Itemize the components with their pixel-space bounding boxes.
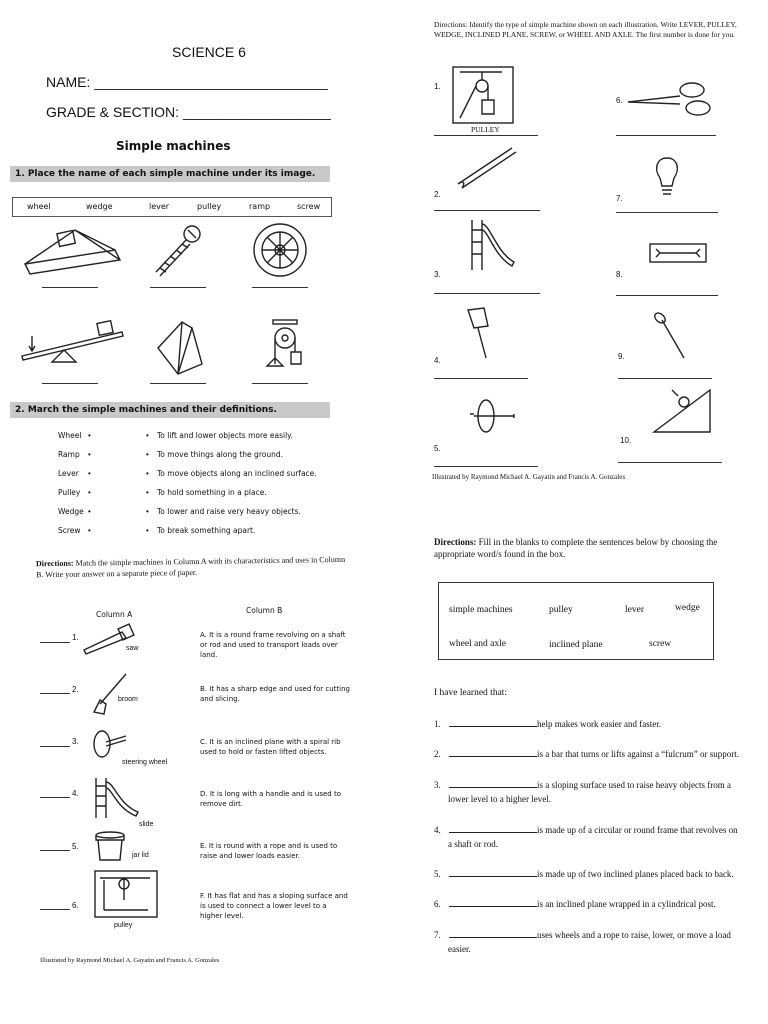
column-b-item: A. It is a round frame revolving on a shaft or rod and used to transport loads over land. xyxy=(200,631,346,659)
match-right-item: To lift and lower objects more easily. xyxy=(157,431,293,440)
sentence-text: is an inclined plane wrapped in a cylindrical post. xyxy=(537,899,716,909)
pulley-bucket-icon xyxy=(452,66,514,124)
inclined-plane-icon xyxy=(650,386,714,436)
item-label: saw xyxy=(126,645,139,652)
item-number: 7. xyxy=(434,930,441,940)
item-number: 6. xyxy=(72,901,79,910)
match-right-column xyxy=(157,426,357,540)
directions-text: Fill in the blanks to complete the sentences below by choosing the appropriate word/s found in the box. xyxy=(434,537,718,559)
axe-icon xyxy=(462,306,502,360)
sample-answer: PULLEY xyxy=(471,125,500,134)
sentence-text-continued: a shaft or rod. xyxy=(448,839,498,849)
worksheet-header xyxy=(0,0,400,140)
sentence-text: is made up of a circular or round frame that revolves on xyxy=(537,825,738,835)
match-dots-left: • • • • • • xyxy=(88,431,91,535)
word-bank-item: screw xyxy=(297,202,321,211)
item-label: slide xyxy=(139,821,154,828)
word-bank-item: wedge xyxy=(86,202,113,211)
fill-blank[interactable] xyxy=(449,726,537,727)
word-box xyxy=(438,582,714,660)
item-number: 6. xyxy=(434,899,441,909)
item-label: steering wheel xyxy=(122,759,168,766)
wheel-icon xyxy=(250,220,310,280)
item-number: 3. xyxy=(434,780,441,790)
word-box-item: wedge xyxy=(675,603,700,613)
section-title: Simple machines xyxy=(116,139,231,153)
match-left-item: Wedge xyxy=(58,507,84,516)
subject-title: SCIENCE 6 xyxy=(172,44,246,60)
scissors-icon xyxy=(626,80,716,120)
item-number: 4. xyxy=(434,825,441,835)
column-a-header: Column A xyxy=(96,610,133,619)
item-number: 2. xyxy=(72,685,79,694)
lever-icon xyxy=(18,316,128,366)
match-right-item: To lower and raise very heavy objects. xyxy=(157,507,301,516)
column-b-header: Column B xyxy=(246,606,283,615)
fill-item xyxy=(434,823,764,851)
fill-blank[interactable] xyxy=(449,832,537,833)
fill-item xyxy=(434,868,764,880)
item-number: 2. xyxy=(434,749,441,759)
match-right-item: To hold something in a place. xyxy=(157,488,267,497)
item-number: 1. xyxy=(72,633,79,642)
fill-item xyxy=(434,928,764,956)
sentence-text-continued: lower level to a higher level. xyxy=(448,794,551,804)
answer-line xyxy=(42,287,98,288)
item-label: pulley xyxy=(114,922,133,929)
match-right-item: To move objects along an inclined surface. xyxy=(157,469,317,478)
item-number: 1. xyxy=(434,719,441,729)
word-bank-item: pulley xyxy=(197,202,222,211)
wedge-icon xyxy=(152,318,212,378)
directions-label: Directions: xyxy=(434,537,477,547)
item-number: 5. xyxy=(434,869,441,879)
word-box-item: screw xyxy=(649,639,672,649)
part2-heading: 2. March the simple machines and their definitions. xyxy=(10,402,330,418)
fill-blank[interactable] xyxy=(449,787,537,788)
directions-text: Match the simple machines in Column A with its characteristics and uses in Column B. Write your answer on a separate piece of paper. xyxy=(36,554,346,580)
word-box-item: simple machines xyxy=(449,605,513,615)
item-number: 1. xyxy=(434,82,441,91)
match-left-column xyxy=(58,426,98,540)
jar-lid-icon xyxy=(93,830,127,864)
grade-section-line: GRADE & SECTION: ___________________ xyxy=(46,104,331,120)
answer-line xyxy=(42,383,98,384)
item-number: 7. xyxy=(616,194,623,203)
fill-blank[interactable] xyxy=(449,756,537,757)
match-dots-right: • • • • • • xyxy=(146,431,149,535)
sentence-text-continued: easier. xyxy=(448,944,471,954)
item-number: 10. xyxy=(620,436,632,445)
slide-icon xyxy=(92,774,142,820)
word-bank-box xyxy=(12,197,332,217)
fill-blank[interactable] xyxy=(449,906,537,907)
word-box-item: inclined plane xyxy=(549,640,603,650)
match-left-item: Wheel xyxy=(58,431,82,440)
fill-item xyxy=(434,778,764,806)
column-b-item: B. It has a sharp edge and used for cutting and slicing. xyxy=(200,685,350,703)
sentence-text: uses wheels and a rope to raise, lower, or move a load xyxy=(537,930,731,940)
fill-item xyxy=(434,718,764,730)
ramp-icon xyxy=(20,222,130,282)
razor-blade-icon xyxy=(648,240,708,268)
fill-blank[interactable] xyxy=(449,876,537,877)
directions-label: Directions: xyxy=(35,558,74,569)
column-b-item: C. It is an inclined plane with a spiral rib used to hold or fasten lifted objects. xyxy=(200,738,341,756)
word-box-item: wheel and axle xyxy=(449,639,506,649)
slide-icon xyxy=(468,216,518,272)
item-number: 6. xyxy=(616,96,623,105)
word-bank-item: lever xyxy=(149,202,170,211)
answer-line xyxy=(252,287,308,288)
match-left-item: Pulley xyxy=(58,488,81,497)
broom-icon xyxy=(90,672,130,718)
learned-intro: I have learned that: xyxy=(434,688,508,698)
sentence-text: is made up of two inclined planes placed back to back. xyxy=(537,869,734,879)
illustration-credit: Illustrated by Raymond Michael A. Gayatin and Francis A. Gonzales xyxy=(432,473,626,481)
nail-icon xyxy=(652,310,688,362)
fill-item xyxy=(434,748,764,760)
item-number: 8. xyxy=(616,270,623,279)
sentence-text: is a bar that turns or lifts against a “fulcrum” or support. xyxy=(537,749,739,759)
item-number: 3. xyxy=(434,270,441,279)
pulley-well-icon xyxy=(94,870,158,918)
item-label: jar lid xyxy=(132,852,149,859)
match-right-item: To break something apart. xyxy=(157,526,256,535)
fill-blank[interactable] xyxy=(449,937,537,938)
fill-item xyxy=(434,898,764,910)
word-box-item: pulley xyxy=(549,605,573,615)
item-number: 5. xyxy=(72,842,79,851)
item-label: broom xyxy=(118,696,138,703)
column-b-item: E. It is round with a rope and is used to raise and lower loads easier. xyxy=(200,842,338,860)
part1-heading: 1. Place the name of each simple machine under its image. xyxy=(10,166,330,182)
answer-line xyxy=(150,383,206,384)
answer-line xyxy=(252,383,308,384)
answer-line xyxy=(150,287,206,288)
wheel-axle-icon xyxy=(468,396,518,436)
column-b-item: D. It is long with a handle and is used to remove dirt. xyxy=(200,790,341,808)
steering-wheel-icon xyxy=(90,728,130,762)
screw-icon xyxy=(148,222,208,282)
item-number: 3. xyxy=(72,737,79,746)
identify-directions: Directions: Identify the type of simple machine shown on each illustration. Write LEVER, PULLEY, WEDGE, INCLINED PLANE, SCREW, or WHEEL AND AXLE. The first number is done for you. xyxy=(434,20,737,39)
word-bank-item: ramp xyxy=(249,202,271,211)
match-left-item: Ramp xyxy=(58,450,80,459)
tongs-icon xyxy=(454,144,518,188)
match-right-item: To move things along the ground. xyxy=(157,450,283,459)
fill-directions xyxy=(434,536,754,560)
match-left-item: Lever xyxy=(58,469,79,478)
sentence-text: help makes work easier and faster. xyxy=(537,719,661,729)
item-number: 4. xyxy=(72,789,79,798)
sentence-text: is a sloping surface used to raise heavy objects from a xyxy=(537,780,731,790)
light-bulb-icon xyxy=(652,156,682,200)
item-number: 5. xyxy=(434,444,441,453)
item-number: 4. xyxy=(434,356,441,365)
illustration-credit: Illustrated by Raymond Michael A. Gayatin and Francis A. Gonzales xyxy=(40,957,220,964)
column-b-item: F. It has flat and has a sloping surface and is used to connect a lower level to a higher level. xyxy=(200,892,348,920)
name-line: NAME: ______________________________ xyxy=(46,74,328,90)
item-number: 9. xyxy=(618,352,625,361)
item-number: 2. xyxy=(434,190,441,199)
word-box-item: lever xyxy=(625,605,644,615)
word-bank-item: wheel xyxy=(27,202,51,211)
match-directions xyxy=(36,554,354,580)
match-left-item: Screw xyxy=(58,526,81,535)
pulley-icon xyxy=(255,316,315,376)
